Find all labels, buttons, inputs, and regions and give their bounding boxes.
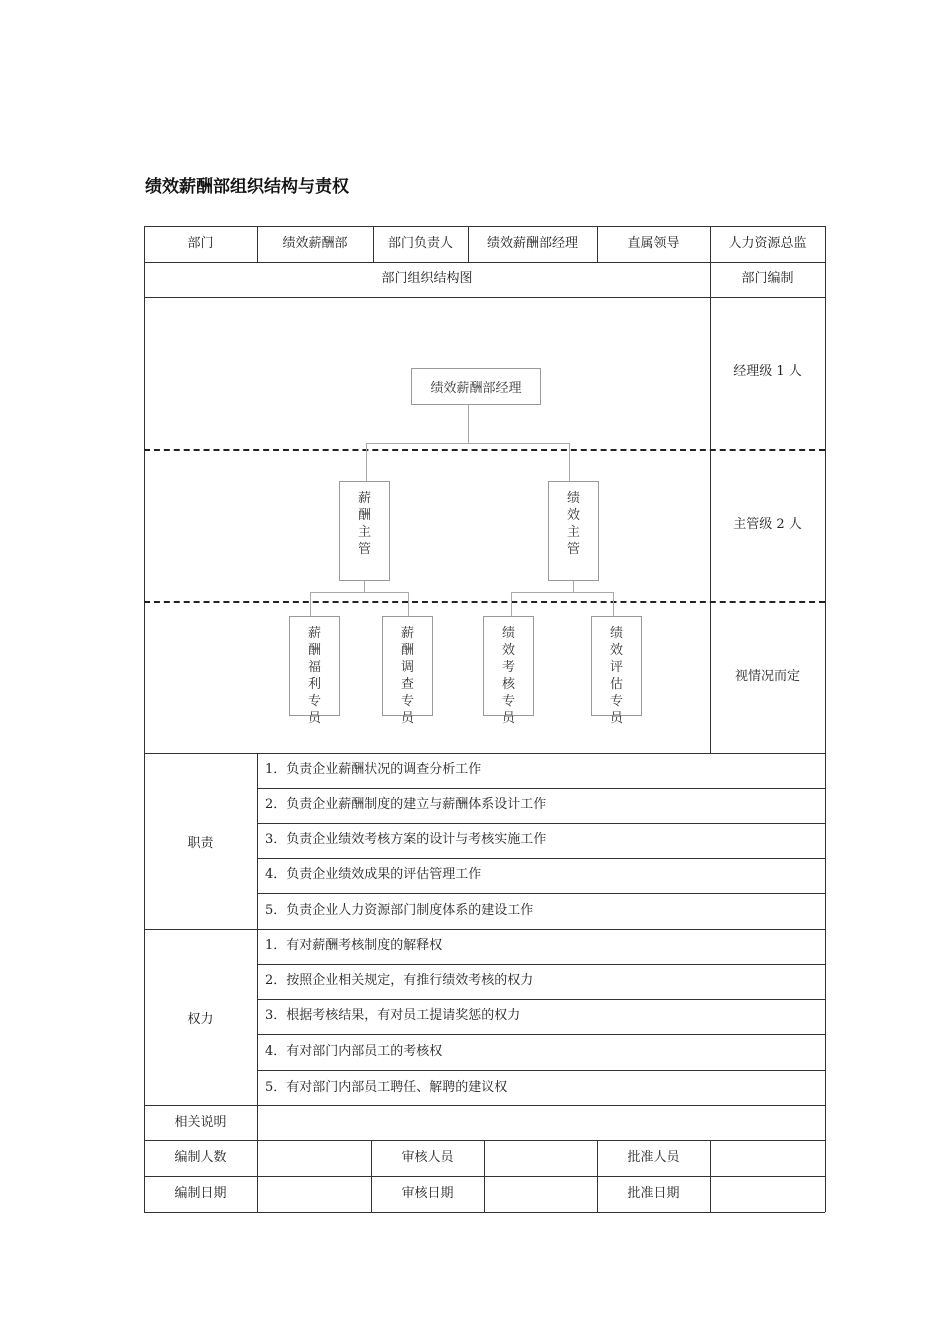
approve-date-label: 批准日期 xyxy=(627,1185,680,1201)
superior-value: 人力资源总监 xyxy=(728,235,807,251)
power-item: 2．按照企业相关规定，有推行绩效考核的权力 xyxy=(265,972,534,988)
superior-label: 直属领导 xyxy=(627,235,680,251)
duty-item: 1．负责企业薪酬状况的调查分析工作 xyxy=(265,761,482,777)
org-box-salary-supervisor: 薪 酬 主 管 xyxy=(339,481,390,581)
duty-item: 2．负责企业薪酬制度的建立与薪酬体系设计工作 xyxy=(265,796,547,812)
org-box-salary-benefits-specialist: 薪 酬 福 利 专 员 xyxy=(289,616,340,716)
notes-label: 相关说明 xyxy=(174,1114,227,1130)
head-value: 绩效薪酬部经理 xyxy=(486,235,578,251)
org-box-salary-survey-specialist: 薪 酬 调 查 专 员 xyxy=(382,616,433,716)
duty-item: 3．负责企业绩效考核方案的设计与考核实施工作 xyxy=(265,831,547,847)
staffing-supervisor: 主管级 2 人 xyxy=(733,516,802,532)
org-box-performance-supervisor: 绩 效 主 管 xyxy=(548,481,599,581)
power-item: 3．根据考核结果，有对员工提请奖惩的权力 xyxy=(265,1007,521,1023)
prepared-count-label: 编制人数 xyxy=(174,1149,227,1165)
responsibility-table xyxy=(144,226,825,1212)
dept-value: 绩效薪酬部 xyxy=(282,235,348,251)
staffing-label: 部门编制 xyxy=(741,270,794,286)
reviewer-label: 审核人员 xyxy=(401,1149,454,1165)
org-box-performance-appraisal-specialist: 绩 效 考 核 专 员 xyxy=(483,616,534,716)
notes-value xyxy=(257,1105,825,1140)
page-title: 绩效薪酬部组织结构与责权 xyxy=(145,177,349,197)
org-box-manager: 绩效薪酬部经理 xyxy=(411,368,541,405)
org-box-performance-evaluation-specialist: 绩 效 评 估 专 员 xyxy=(591,616,642,716)
head-label: 部门负责人 xyxy=(387,235,453,251)
power-item: 4．有对部门内部员工的考核权 xyxy=(265,1043,443,1059)
powers-label: 权力 xyxy=(187,1011,214,1027)
staffing-specialist: 视情况而定 xyxy=(734,668,800,684)
dept-label: 部门 xyxy=(187,235,214,251)
duty-item: 4．负责企业绩效成果的评估管理工作 xyxy=(265,866,482,882)
approver-label: 批准人员 xyxy=(627,1149,680,1165)
duties-label: 职责 xyxy=(187,835,214,851)
power-item: 5．有对部门内部员工聘任、解聘的建议权 xyxy=(265,1079,508,1095)
duty-item: 5．负责企业人力资源部门制度体系的建设工作 xyxy=(265,902,534,918)
review-date-label: 审核日期 xyxy=(401,1185,454,1201)
org-chart-label: 部门组织结构图 xyxy=(381,270,473,286)
staffing-manager: 经理级 1 人 xyxy=(733,363,802,379)
prepared-date-label: 编制日期 xyxy=(174,1185,227,1201)
power-item: 1．有对薪酬考核制度的解释权 xyxy=(265,937,443,953)
